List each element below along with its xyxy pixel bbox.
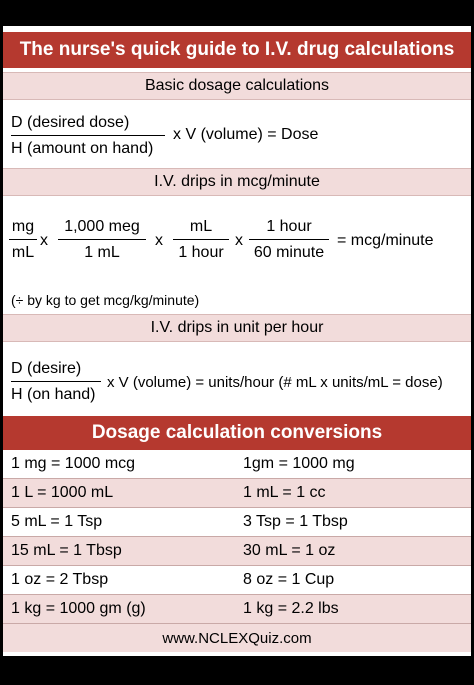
fraction-mg-ml: [9, 218, 37, 262]
fraction-denominator: mL: [11, 244, 35, 261]
formula-unit-rest: x V (volume) = units/hour (# mL x units/mL = dose): [107, 374, 443, 391]
formula-mcg: [3, 204, 471, 294]
conversion-left: 1 L = 1000 mL: [11, 484, 114, 501]
denominator-on-hand: H (on hand): [11, 386, 96, 403]
footer-url: www.NCLEXQuiz.com: [3, 623, 471, 652]
fraction-hour-minute: [249, 218, 329, 262]
fraction-meg-ml: [58, 218, 146, 262]
conversion-right: 3 Tsp = 1 Tbsp: [243, 513, 348, 530]
multiply-sign: x: [235, 232, 243, 249]
fraction-desire-over-hand: [11, 360, 101, 404]
numerator-desire: D (desire): [11, 360, 101, 382]
fraction-desired-over-hand: [11, 114, 165, 158]
multiply-sign: x: [155, 232, 163, 249]
fraction-numerator: 1 hour: [249, 218, 329, 240]
page-title: The nurse's quick guide to I.V. drug calculations: [3, 32, 471, 68]
fraction-denominator: 1 mL: [84, 244, 120, 261]
guide-card: [3, 26, 471, 656]
fraction-denominator: 1 hour: [178, 244, 224, 261]
formula-unit: [3, 350, 471, 414]
table-row: [3, 566, 471, 595]
fraction-denominator: 60 minute: [253, 244, 325, 261]
formula-mcg-result: = mcg/minute: [337, 232, 434, 249]
conversion-right: 8 oz = 1 Cup: [243, 571, 335, 588]
table-row: [3, 508, 471, 537]
table-row: [3, 450, 471, 479]
conversion-right: 1gm = 1000 mg: [243, 455, 355, 472]
formula-basic-rest: x V (volume) = Dose: [173, 126, 319, 143]
conversion-left: 1 mg = 1000 mcg: [11, 455, 136, 472]
table-row: [3, 479, 471, 508]
numerator-desired: D (desired dose): [11, 114, 165, 136]
section-header-unit: I.V. drips in unit per hour: [3, 314, 471, 342]
conversion-left: 1 oz = 2 Tbsp: [11, 571, 109, 588]
table-row: [3, 537, 471, 566]
conversion-right: 30 mL = 1 oz: [243, 542, 336, 559]
fraction-ml-hour: [173, 218, 229, 262]
table-row: [3, 595, 471, 624]
fraction-numerator: 1,000 meg: [58, 218, 146, 240]
conversion-right: 1 mL = 1 cc: [243, 484, 326, 501]
multiply-sign: x: [40, 232, 48, 249]
conversion-left: 1 kg = 1000 gm (g): [11, 600, 146, 617]
fraction-numerator: mL: [173, 218, 229, 240]
fraction-numerator: mg: [9, 218, 37, 240]
section-header-mcg: I.V. drips in mcg/minute: [3, 168, 471, 196]
conversion-left: 5 mL = 1 Tsp: [11, 513, 103, 530]
conversions-header: Dosage calculation conversions: [3, 416, 471, 450]
conversion-right: 1 kg = 2.2 lbs: [243, 600, 339, 617]
mcg-kg-note: (÷ by kg to get mcg/kg/minute): [11, 292, 200, 308]
denominator-on-hand: H (amount on hand): [11, 140, 154, 157]
conversion-left: 15 mL = 1 Tbsp: [11, 542, 122, 559]
section-header-basic: Basic dosage calculations: [3, 72, 471, 100]
